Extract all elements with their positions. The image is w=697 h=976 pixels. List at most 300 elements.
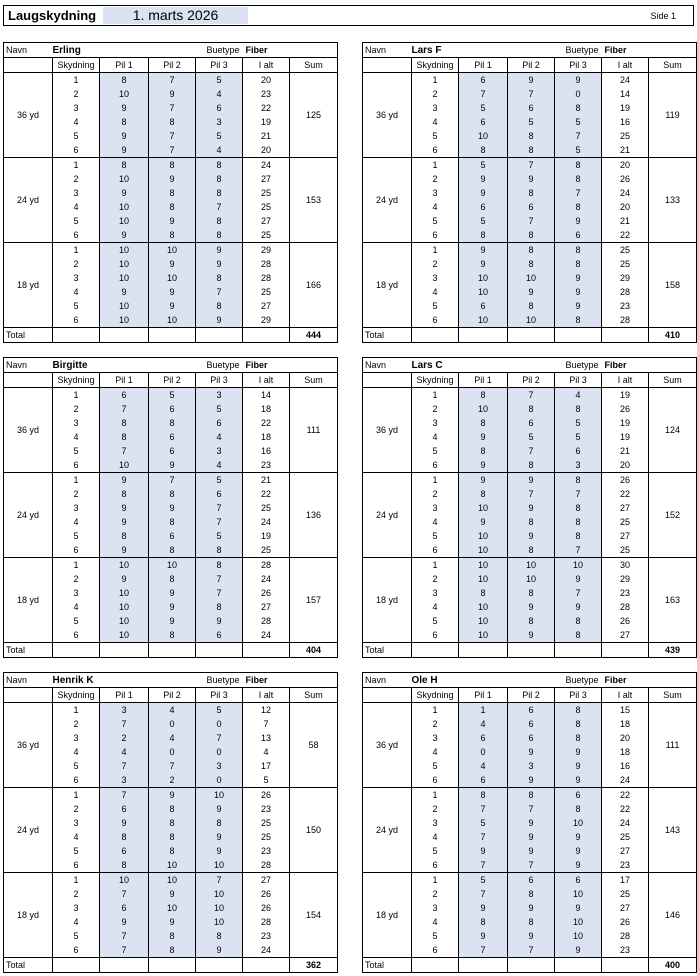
- arrow-3-score: 6: [555, 444, 602, 458]
- end-number: 6: [53, 458, 100, 473]
- distance-label: 18 yd: [4, 243, 53, 328]
- grand-total: 410: [649, 328, 697, 343]
- col-skydning: Skydning: [53, 373, 100, 388]
- arrow-1-score: 10: [459, 129, 508, 143]
- end-total: 19: [602, 416, 649, 430]
- column-header-row: [363, 58, 697, 73]
- end-row: [4, 487, 338, 501]
- distance-sum: 153: [290, 158, 338, 243]
- total-label: Total: [363, 958, 412, 973]
- end-number: 4: [53, 830, 100, 844]
- end-number: 2: [412, 172, 459, 186]
- end-total: 18: [602, 717, 649, 731]
- column-header-row: [363, 373, 697, 388]
- end-row: [363, 473, 697, 488]
- arrow-3-score: 5: [196, 703, 243, 718]
- column-header-row: [4, 58, 338, 73]
- arrow-3-score: 6: [196, 416, 243, 430]
- distance-sum: 111: [649, 703, 697, 788]
- arrow-2-score: 9: [508, 501, 555, 515]
- arrow-3-score: 8: [196, 214, 243, 228]
- arrow-2-score: 6: [508, 703, 555, 718]
- arrow-1-score: 5: [459, 158, 508, 173]
- arrow-2-score: 10: [149, 271, 196, 285]
- arrow-1-score: 6: [459, 773, 508, 788]
- end-number: 4: [53, 515, 100, 529]
- arrow-1-score: 9: [459, 929, 508, 943]
- arrow-3-score: 8: [196, 543, 243, 558]
- arrow-1-score: 10: [100, 172, 149, 186]
- arrow-3-score: 9: [555, 943, 602, 958]
- arrow-1-score: 5: [459, 214, 508, 228]
- arrow-3-score: 5: [196, 129, 243, 143]
- arrow-2-score: 5: [508, 115, 555, 129]
- arrow-1-score: 9: [459, 257, 508, 271]
- end-total: 18: [243, 430, 290, 444]
- end-row: [363, 788, 697, 803]
- end-total: 25: [602, 129, 649, 143]
- arrow-1-score: 10: [100, 243, 149, 258]
- arrow-2-score: 6: [149, 444, 196, 458]
- end-number: 6: [412, 543, 459, 558]
- arrow-1-score: 9: [100, 186, 149, 200]
- end-number: 6: [53, 228, 100, 243]
- arrow-3-score: 8: [555, 501, 602, 515]
- arrow-1-score: 8: [459, 444, 508, 458]
- arrow-3-score: 10: [196, 788, 243, 803]
- distance-label: 36 yd: [363, 73, 412, 158]
- arrow-2-score: 9: [508, 901, 555, 915]
- distance-sum: 125: [290, 73, 338, 158]
- arrow-2-score: 8: [508, 129, 555, 143]
- end-number: 5: [53, 299, 100, 313]
- archer-name: Henrik K: [53, 673, 149, 688]
- arrow-2-score: 10: [149, 558, 196, 573]
- arrow-2-score: 4: [149, 731, 196, 745]
- arrow-1-score: 10: [459, 501, 508, 515]
- buetype-value: Fiber: [243, 43, 290, 58]
- end-total: 25: [243, 830, 290, 844]
- navn-label: Navn: [363, 673, 412, 688]
- arrow-2-score: 7: [149, 101, 196, 115]
- arrow-3-score: 7: [555, 543, 602, 558]
- arrow-1-score: 8: [100, 416, 149, 430]
- arrow-2-score: 8: [508, 586, 555, 600]
- end-number: 1: [412, 558, 459, 573]
- end-number: 1: [53, 873, 100, 888]
- end-row: [4, 887, 338, 901]
- end-total: 23: [243, 929, 290, 943]
- end-row: [4, 313, 338, 328]
- arrow-3-score: 8: [196, 158, 243, 173]
- scorecard: [3, 42, 337, 343]
- end-number: 6: [412, 858, 459, 873]
- arrow-1-score: 9: [459, 473, 508, 488]
- arrow-3-score: 3: [196, 115, 243, 129]
- buetype-label: Buetype: [196, 43, 243, 58]
- end-number: 5: [53, 614, 100, 628]
- arrow-2-score: 10: [508, 572, 555, 586]
- end-row: [363, 200, 697, 214]
- arrow-2-score: 6: [149, 430, 196, 444]
- end-total: 24: [602, 773, 649, 788]
- end-row: [363, 243, 697, 258]
- end-number: 6: [412, 228, 459, 243]
- col-sum: Sum: [649, 688, 697, 703]
- archer-name: Birgitte: [53, 358, 149, 373]
- arrow-3-score: 7: [196, 285, 243, 299]
- arrow-3-score: 10: [196, 901, 243, 915]
- end-row: [363, 773, 697, 788]
- end-row: [363, 143, 697, 158]
- end-row: [4, 501, 338, 515]
- score-table: [362, 357, 697, 658]
- end-row: [363, 929, 697, 943]
- score-table: [362, 672, 697, 973]
- arrow-3-score: 9: [555, 901, 602, 915]
- end-row: [363, 759, 697, 773]
- end-number: 3: [412, 901, 459, 915]
- distance-sum: 154: [290, 873, 338, 958]
- end-total: 4: [243, 745, 290, 759]
- arrow-3-score: 9: [196, 257, 243, 271]
- end-number: 6: [53, 143, 100, 158]
- arrow-2-score: 8: [149, 115, 196, 129]
- arrow-2-score: 9: [149, 214, 196, 228]
- end-row: [363, 830, 697, 844]
- end-row: [363, 458, 697, 473]
- distance-label: 24 yd: [363, 158, 412, 243]
- end-row: [4, 858, 338, 873]
- end-total: 21: [602, 444, 649, 458]
- arrow-3-score: 9: [196, 844, 243, 858]
- end-number: 1: [412, 873, 459, 888]
- arrow-1-score: 9: [100, 915, 149, 929]
- end-number: 2: [53, 802, 100, 816]
- end-number: 3: [53, 586, 100, 600]
- scorecard: [3, 357, 337, 658]
- end-total: 28: [243, 614, 290, 628]
- col-skydning: Skydning: [412, 688, 459, 703]
- arrow-3-score: 5: [555, 416, 602, 430]
- end-row: [4, 731, 338, 745]
- distance-sum: 150: [290, 788, 338, 873]
- arrow-2-score: 9: [508, 745, 555, 759]
- arrow-3-score: 7: [196, 586, 243, 600]
- arrow-3-score: 8: [555, 628, 602, 643]
- end-row: [4, 802, 338, 816]
- arrow-2-score: 9: [149, 915, 196, 929]
- arrow-2-score: 0: [149, 717, 196, 731]
- end-row: [363, 299, 697, 313]
- distance-sum: 158: [649, 243, 697, 328]
- arrow-2-score: 7: [149, 473, 196, 488]
- arrow-3-score: 9: [555, 858, 602, 873]
- end-number: 5: [53, 844, 100, 858]
- distance-sum: 163: [649, 558, 697, 643]
- end-row: [363, 802, 697, 816]
- end-total: 22: [243, 416, 290, 430]
- end-row: [4, 299, 338, 313]
- end-number: 4: [412, 285, 459, 299]
- distance-label: 36 yd: [4, 388, 53, 473]
- arrow-2-score: 2: [149, 773, 196, 788]
- end-row: [363, 73, 697, 88]
- end-row: [363, 529, 697, 543]
- end-row: [4, 87, 338, 101]
- end-total: 26: [602, 915, 649, 929]
- arrow-1-score: 8: [459, 388, 508, 403]
- column-header-row: [4, 373, 338, 388]
- buetype-value: Fiber: [243, 673, 290, 688]
- end-row: [363, 873, 697, 888]
- end-number: 4: [53, 745, 100, 759]
- page-number: Side 1: [650, 11, 676, 21]
- score-table: [3, 42, 338, 343]
- end-total: 26: [243, 901, 290, 915]
- col-sum: Sum: [290, 58, 338, 73]
- arrow-3-score: 9: [555, 271, 602, 285]
- arrow-2-score: 10: [149, 313, 196, 328]
- arrow-1-score: 9: [100, 543, 149, 558]
- arrow-2-score: 8: [149, 228, 196, 243]
- score-table: [3, 357, 338, 658]
- end-total: 25: [602, 830, 649, 844]
- end-row: [363, 901, 697, 915]
- end-number: 2: [412, 717, 459, 731]
- end-row: [363, 214, 697, 228]
- col-pil2: Pil 2: [149, 58, 196, 73]
- arrow-2-score: 10: [508, 558, 555, 573]
- end-total: 25: [243, 228, 290, 243]
- end-row: [363, 101, 697, 115]
- end-number: 1: [53, 558, 100, 573]
- distance-sum: 136: [290, 473, 338, 558]
- arrow-1-score: 9: [100, 285, 149, 299]
- arrow-1-score: 7: [100, 759, 149, 773]
- total-label: Total: [363, 328, 412, 343]
- arrow-1-score: 9: [100, 572, 149, 586]
- col-skydning: Skydning: [53, 688, 100, 703]
- col-pil1: Pil 1: [100, 373, 149, 388]
- end-total: 21: [602, 143, 649, 158]
- distance-label: 18 yd: [363, 558, 412, 643]
- end-total: 23: [243, 802, 290, 816]
- arrow-3-score: 6: [555, 788, 602, 803]
- arrow-1-score: 6: [459, 299, 508, 313]
- arrow-1-score: 9: [100, 501, 149, 515]
- arrow-3-score: 9: [196, 614, 243, 628]
- arrow-2-score: 8: [149, 543, 196, 558]
- total-label: Total: [4, 328, 53, 343]
- end-row: [4, 186, 338, 200]
- col-skydning: Skydning: [53, 58, 100, 73]
- arrow-2-score: 0: [149, 745, 196, 759]
- end-total: 19: [243, 529, 290, 543]
- navn-label: Navn: [4, 673, 53, 688]
- arrow-2-score: 7: [149, 129, 196, 143]
- end-row: [363, 586, 697, 600]
- arrow-3-score: 5: [196, 473, 243, 488]
- col-pil3: Pil 3: [196, 688, 243, 703]
- arrow-1-score: 10: [100, 628, 149, 643]
- end-total: 28: [602, 600, 649, 614]
- arrow-1-score: 3: [100, 703, 149, 718]
- end-total: 28: [602, 929, 649, 943]
- arrow-2-score: 8: [149, 572, 196, 586]
- arrow-1-score: 7: [100, 887, 149, 901]
- end-number: 4: [412, 745, 459, 759]
- total-label: Total: [4, 643, 53, 658]
- end-total: 23: [602, 943, 649, 958]
- end-number: 6: [53, 543, 100, 558]
- arrow-2-score: 6: [508, 101, 555, 115]
- end-number: 1: [53, 73, 100, 88]
- col-pil2: Pil 2: [149, 373, 196, 388]
- end-row: [4, 473, 338, 488]
- arrow-3-score: 9: [555, 73, 602, 88]
- end-total: 27: [602, 901, 649, 915]
- end-row: [363, 172, 697, 186]
- end-row: [4, 243, 338, 258]
- arrow-1-score: 8: [100, 115, 149, 129]
- end-total: 22: [243, 101, 290, 115]
- arrow-3-score: 3: [196, 444, 243, 458]
- end-row: [4, 285, 338, 299]
- arrow-2-score: 9: [508, 844, 555, 858]
- arrow-3-score: 7: [196, 873, 243, 888]
- end-total: 21: [243, 129, 290, 143]
- arrow-2-score: 8: [149, 186, 196, 200]
- end-row: [4, 200, 338, 214]
- end-row: [4, 943, 338, 958]
- end-row: [363, 186, 697, 200]
- end-number: 4: [412, 830, 459, 844]
- arrow-2-score: 7: [508, 444, 555, 458]
- arrow-3-score: 9: [555, 285, 602, 299]
- col-ialt: I alt: [243, 58, 290, 73]
- end-number: 2: [412, 802, 459, 816]
- arrow-3-score: 7: [196, 572, 243, 586]
- arrow-3-score: 8: [196, 271, 243, 285]
- arrow-1-score: 4: [459, 759, 508, 773]
- end-number: 4: [53, 915, 100, 929]
- end-total: 28: [243, 858, 290, 873]
- end-row: [363, 444, 697, 458]
- arrow-1-score: 6: [459, 115, 508, 129]
- end-row: [4, 844, 338, 858]
- distance-sum: 119: [649, 73, 697, 158]
- arrow-3-score: 5: [555, 430, 602, 444]
- arrow-2-score: 9: [508, 830, 555, 844]
- archer-row: [4, 358, 338, 373]
- end-row: [363, 717, 697, 731]
- archer-name: Erling: [53, 43, 149, 58]
- total-row: [363, 958, 697, 973]
- arrow-1-score: 8: [100, 158, 149, 173]
- end-number: 4: [53, 430, 100, 444]
- arrow-3-score: 7: [196, 200, 243, 214]
- buetype-label: Buetype: [555, 673, 602, 688]
- end-number: 5: [412, 529, 459, 543]
- end-total: 24: [602, 816, 649, 830]
- arrow-3-score: 7: [555, 129, 602, 143]
- end-total: 25: [602, 243, 649, 258]
- end-number: 1: [53, 703, 100, 718]
- end-row: [4, 572, 338, 586]
- col-ialt: I alt: [602, 688, 649, 703]
- arrow-2-score: 6: [508, 731, 555, 745]
- col-ialt: I alt: [602, 373, 649, 388]
- end-total: 25: [243, 200, 290, 214]
- arrow-2-score: 9: [508, 285, 555, 299]
- end-total: 18: [602, 745, 649, 759]
- end-number: 5: [412, 129, 459, 143]
- distance-label: 36 yd: [363, 703, 412, 788]
- end-row: [4, 143, 338, 158]
- end-row: [4, 558, 338, 573]
- arrow-2-score: 7: [149, 143, 196, 158]
- end-total: 25: [602, 543, 649, 558]
- end-total: 28: [602, 285, 649, 299]
- end-number: 4: [412, 200, 459, 214]
- arrow-1-score: 10: [100, 200, 149, 214]
- end-total: 23: [243, 87, 290, 101]
- end-number: 2: [412, 887, 459, 901]
- end-total: 22: [602, 487, 649, 501]
- end-row: [363, 614, 697, 628]
- end-total: 26: [243, 788, 290, 803]
- col-pil1: Pil 1: [459, 688, 508, 703]
- end-total: 27: [243, 600, 290, 614]
- end-total: 27: [602, 501, 649, 515]
- arrow-3-score: 8: [555, 402, 602, 416]
- arrow-1-score: 9: [100, 129, 149, 143]
- scorecard: [362, 672, 696, 973]
- arrow-1-score: 10: [100, 586, 149, 600]
- arrow-1-score: 5: [459, 101, 508, 115]
- end-row: [4, 717, 338, 731]
- col-pil1: Pil 1: [100, 688, 149, 703]
- end-number: 2: [53, 887, 100, 901]
- end-number: 4: [412, 600, 459, 614]
- end-number: 1: [412, 703, 459, 718]
- end-number: 4: [412, 915, 459, 929]
- arrow-1-score: 0: [459, 745, 508, 759]
- arrow-3-score: 4: [196, 143, 243, 158]
- col-pil2: Pil 2: [149, 688, 196, 703]
- arrow-2-score: 9: [149, 586, 196, 600]
- arrow-2-score: 8: [149, 816, 196, 830]
- distance-label: 24 yd: [4, 158, 53, 243]
- arrow-2-score: 9: [149, 501, 196, 515]
- end-number: 1: [53, 473, 100, 488]
- end-number: 3: [53, 186, 100, 200]
- arrow-2-score: 7: [508, 388, 555, 403]
- arrow-2-score: 8: [508, 887, 555, 901]
- end-number: 2: [412, 487, 459, 501]
- arrow-3-score: 8: [555, 257, 602, 271]
- arrow-3-score: 7: [555, 586, 602, 600]
- end-total: 19: [602, 430, 649, 444]
- end-number: 6: [412, 943, 459, 958]
- end-number: 5: [412, 299, 459, 313]
- end-total: 28: [243, 558, 290, 573]
- end-number: 2: [53, 257, 100, 271]
- end-total: 27: [243, 172, 290, 186]
- archer-row: [363, 43, 697, 58]
- end-number: 2: [53, 87, 100, 101]
